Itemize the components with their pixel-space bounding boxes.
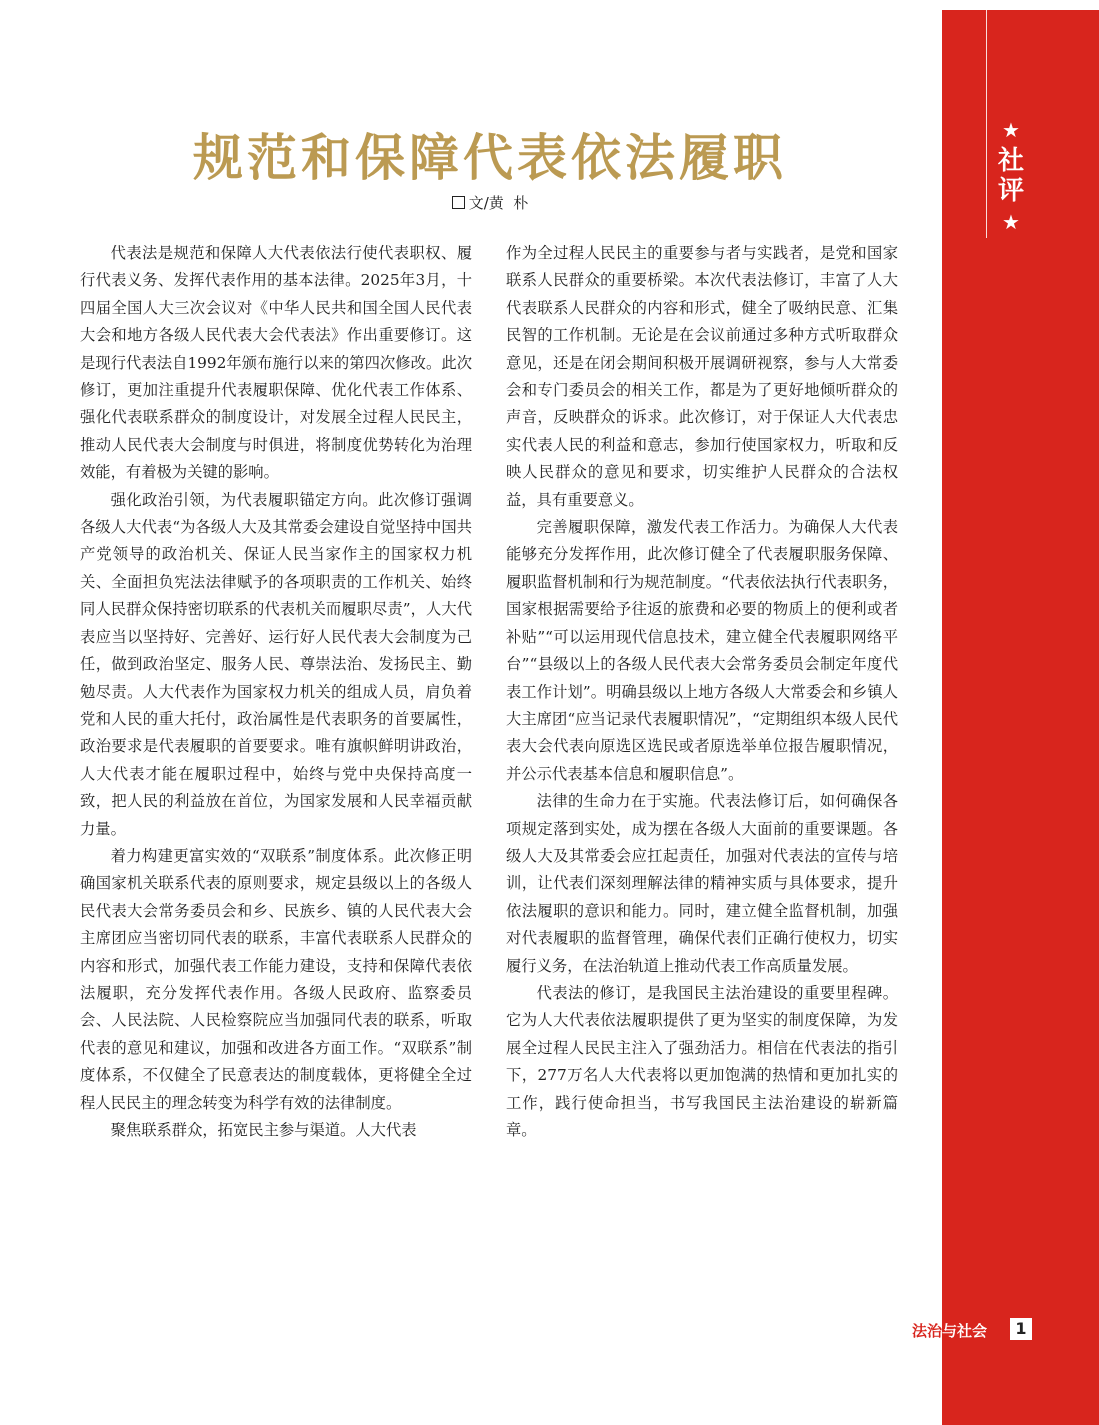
section-char-2: 评 — [997, 176, 1024, 206]
left-column — [80, 240, 472, 1144]
star-icon-bottom: ★ — [1002, 210, 1020, 234]
magazine-name-red: 法治 — [912, 1322, 943, 1340]
paragraph: 强化政治引领，为代表履职锚定方向。此次修订强调各级人大代表“为各级人大及其常委会建设自觉坚持中国共产党领导的政治机关、保证人民当家作主的国家权力机关、全面担负宪法法律赋予的各项职责的工作机关、始终同人民群众保持密切联系的代表机关而履职尽责”，人大代表应当以坚持好、完善好、运行好人民代表大会制度为己任，做到政治坚定、服务人民、尊崇法治、发扬民主、勤勉尽责。人大代表作为国家权力机关的组成人员，肩负着党和人民的重大托付，政治属性是代表职务的首要属性，政治要求是代表履职的首要要求。唯有旗帜鲜明讲政治，人大代表才能在履职过程中，始终与党中央保持高度一致，把人民的利益放在首位，为国家发展和人民幸福贡献力量。 — [80, 490, 472, 838]
magazine-name — [912, 1320, 987, 1341]
magazine-name-white: 与社会 — [942, 1322, 988, 1340]
paragraph: 代表法是规范和保障人大代表依法行使代表职权、履行代表义务、发挥代表作用的基本法律。2025年3月，十四届全国人大三次会议对《中华人民共和国全国人民代表大会和地方各级人民代表大会代表法》作出重要修订。这是现行代表法自1992年颁布施行以来的第四次修改。此次修订，更加注重提升代表履职保障、优化代表工作体系、强化代表联系群众的制度设计，对发展全过程人民民主，推动人民代表大会制度与时俱进，将制度优势转化为治理效能，有着极为关键的影响。 — [80, 244, 472, 482]
paragraph: 完善履职保障，激发代表工作活力。为确保人大代表能够充分发挥作用，此次修订健全了代表履职服务保障、履职监督机制和行为规范制度。“代表依法执行代表职务，国家根据需要给予往返的旅费和必要的物质上的便利或者补贴”“可以运用现代信息技术，建立健全代表履职网络平台”“县级以上的各级人民代表大会常务委员会制定年度代表工作计划”。明确县级以上地方各级人大常委会和乡镇人大主席团“应当记录代表履职情况”，“定期组织本级人民代表大会代表向原选区选民或者原选举单位报告履职情况，并公示代表基本信息和履职信息”。 — [506, 518, 898, 783]
section-char-1: 社 — [997, 146, 1024, 176]
paragraph: 着力构建更富实效的“双联系”制度体系。此次修正明确国家机关联系代表的原则要求，规定县级以上的各级人民代表大会常务委员会和乡、民族乡、镇的人民代表大会主席团应当密切同代表的联系，丰富代表联系人民群众的内容和形式，加强代表工作能力建设，支持和保障代表依法履职，充分发挥代表作用。各级人民政府、监察委员会、人民法院、人民检察院应当加强同代表的联系，听取代表的意见和建议，加强和改进各方面工作。“双联系”制度体系，不仅健全了民意表达的制度载体，更将健全全过程人民民主的理念转变为科学有效的法律制度。 — [80, 846, 472, 1112]
byline — [40, 192, 940, 213]
paragraph: 法律的生命力在于实施。代表法修订后，如何确保各项规定落到实处，成为摆在各级人大面前的重要课题。各级人大及其常委会应扛起责任，加强对代表法的宣传与培训，让代表们深刻理解法律的精神实质与具体要求，提升依法履职的意识和能力。同时，建立健全监督机制，加强对代表履职的监督管理，确保代表们正确行使权力，切实履行义务，在法治轨道上推动代表工作高质量发展。 — [506, 792, 898, 975]
square-icon — [452, 196, 465, 209]
paragraph-continued: 作为全过程人民民主的重要参与者与实践者，是党和国家联系人民群众的重要桥梁。本次代表法修订，丰富了人大代表联系人民群众的内容和形式，健全了吸纳民意、汇集民智的工作机制。无论是在会议前通过多种方式听取群众意见，还是在闭会期间积极开展调研视察，参与人大常委会和专门委员会的相关工作，都是为了更好地倾听群众的声音，反映群众的诉求。此次修订，对于保证人大代表忠实代表人民的利益和意志，参加行使国家权力，听取和反映人民群众的意见和要求，切实维护人民群众的合法权益，具有重要意义。 — [506, 244, 898, 509]
sidebar-divider-line — [986, 10, 987, 238]
page-number: 1 — [1010, 1318, 1032, 1340]
article-title: 规范和保障代表依法履职 — [193, 129, 787, 187]
byline-author: 文/黄 朴 — [468, 194, 529, 212]
section-tag — [996, 116, 1026, 240]
right-column — [506, 240, 898, 1144]
paragraph: 聚焦联系群众，拓宽民主参与渠道。人大代表 — [110, 1121, 417, 1139]
paragraph: 代表法的修订，是我国民主法治建设的重要里程碑。它为人大代表依法履职提供了更为坚实的制度保障，为发展全过程人民民主注入了强劲活力。相信在代表法的指引下，277万名人大代表将以更加饱满的热情和更加扎实的工作，践行使命担当，书写我国民主法治建设的崭新篇章。 — [506, 983, 898, 1139]
star-icon-top: ★ — [1002, 118, 1020, 142]
